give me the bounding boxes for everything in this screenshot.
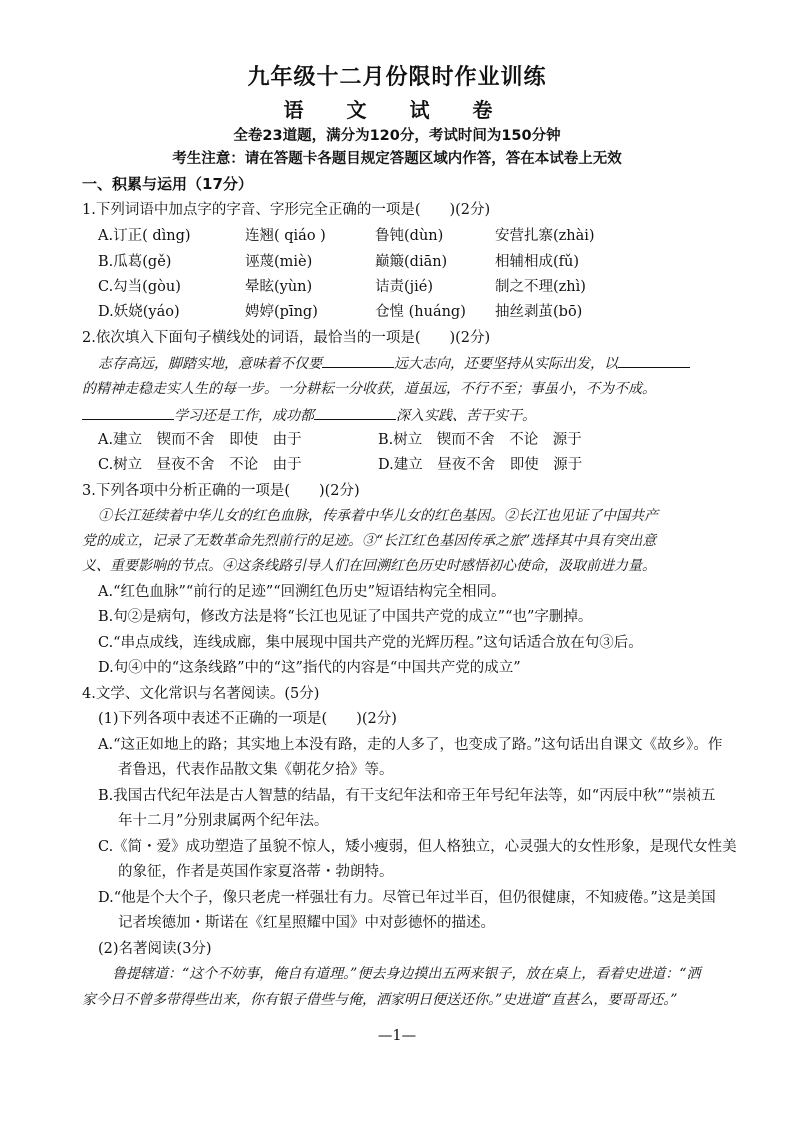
- question-1-stem: 1.下列词语中加点字的字音、字形完全正确的一项是( )(2分): [82, 202, 491, 218]
- answer-blank-2: [618, 353, 690, 368]
- q4-option-c-line-1: C.《简・爱》成功塑造了虽貌不惊人，矮小瘦弱，但人格独立，心灵强大的女性形象，是现代女性美: [98, 839, 737, 855]
- q3-option-b: B.句②是病句，修改方法是将“长江也见证了中国共产党的成立”“也”字删掉。: [98, 609, 593, 625]
- exam-title: 九年级十二月份限时作业训练: [247, 65, 547, 90]
- q3-passage-line-2: 党的成立，记录了无数革命先烈前行的足迹。③“长江红色基因传承之旅”选择其中具有突出意: [82, 533, 657, 549]
- q4-reading-line-2: 家今日不曾多带得些出来，你有银子借些与俺，洒家明日便送还你。”史进道“直甚么，要哥哥还。”: [82, 992, 678, 1008]
- q1-option-d-3: 仓惶 (huáng): [375, 304, 466, 320]
- q1-option-a-3: 鲁钝(dùn): [375, 228, 444, 244]
- section-heading: 一、积累与运用（17分）: [82, 175, 253, 193]
- q1-option-b-4: 相辅相成(fǔ): [495, 254, 580, 270]
- q1-option-c-2: 晕眩(yùn): [245, 279, 313, 295]
- q4-reading-line-1: 鲁提辖道：“这个不妨事，俺自有道理。”便去身边摸出五两来银子，放在桌上，看着史进道：“洒: [112, 966, 701, 982]
- q4-option-a-line-2: 者鲁迅，代表作品散文集《朝花夕拾》等。: [118, 762, 394, 778]
- q3-option-a: A.“红色血脉”“前行的足迹”“回溯红色历史”短语结构完全相同。: [98, 584, 506, 600]
- q2-option-d: D.建立 昼夜不舍 即使 源于: [378, 457, 583, 473]
- q3-passage-line-3: 义、重要影响的节点。④这条线路引导人们在回溯红色历史时感悟初心使命，汲取前进力量。: [82, 558, 656, 574]
- q1-option-d-1: D.妖娆(yáo): [98, 304, 180, 320]
- subject-title: 语 文 试 卷: [283, 98, 511, 122]
- question-4-stem: 4.文学、文化常识与名著阅读。(5分): [82, 686, 320, 702]
- q1-option-a-4: 安营扎寨(zhài): [495, 228, 595, 244]
- q1-option-c-1: C.勾当(gòu): [98, 279, 181, 295]
- q1-option-d-4: 抽丝剥茧(bō): [495, 304, 583, 320]
- exam-notice: 考生注意：请在答题卡各题目规定答题区域内作答，答在本试卷上无效: [172, 151, 622, 167]
- answer-blank-4: [314, 405, 396, 420]
- q4-option-a-line-1: A.“这正如地上的路；其实地上本没有路，走的人多了，也变成了路。”这句话出自课文《故乡》。作: [98, 737, 723, 753]
- q2-passage-1b: 远大志向，还要坚持从实际出发，以: [394, 356, 618, 372]
- q2-option-c: C.树立 昼夜不舍 不论 由于: [98, 457, 302, 473]
- q2-passage-line-1: [98, 353, 690, 374]
- q2-option-a: A.建立 锲而不舍 即使 由于: [98, 432, 302, 448]
- q2-passage-line-3: [82, 405, 536, 426]
- q4-option-b-line-1: B.我国古代纪年法是古人智慧的结晶，有干支纪年法和帝王年号纪年法等，如“丙辰中秋”“崇祯五: [98, 788, 716, 804]
- q1-option-a-1: A.订正( dìng): [98, 228, 191, 244]
- q2-passage-3b: 深入实践、苦干实干。: [396, 408, 536, 424]
- q4-option-c-line-2: 的象征，作者是英国作家夏洛蒂・勃朗特。: [118, 864, 394, 880]
- q1-option-b-3: 巅簸(diān): [375, 254, 448, 270]
- q1-option-c-3: 诘责(jié): [375, 279, 434, 295]
- answer-blank-1: [322, 353, 394, 368]
- q3-option-c: C.“串点成线，连线成廊，集中展现中国共产党的光辉历程。”这句话适合放在句③后。: [98, 635, 643, 651]
- q4-sub1-stem: (1)下列各项中表述不正确的一项是( )(2分): [98, 711, 397, 727]
- page-number: —1—: [377, 1028, 417, 1044]
- q1-option-b-2: 诬蔑(miè): [245, 254, 313, 270]
- q4-option-b-line-2: 年十二月”分别隶属两个纪年法。: [118, 813, 329, 829]
- q4-sub2-stem: (2)名著阅读(3分): [98, 941, 212, 957]
- q2-passage-line-2: 的精神走稳走实人生的每一步。一分耕耘一分收获，道虽远，不行不至；事虽小，不为不成。: [82, 381, 656, 397]
- q3-passage-line-1: ①长江延续着中华儿女的红色血脉，传承着中华儿女的红色基因。②长江也见证了中国共产: [98, 508, 658, 524]
- q1-option-a-2: 连翘( qiáo ): [245, 228, 326, 244]
- q2-passage-3a: 学习还是工作，成功都: [174, 408, 314, 424]
- q2-passage-1a: 志存高远，脚踏实地，意味着不仅要: [98, 356, 322, 372]
- question-3-stem: 3.下列各项中分析正确的一项是( )(2分): [82, 483, 360, 499]
- exam-info: 全卷23道题，满分为120分，考试时间为150分钟: [233, 128, 561, 144]
- q4-option-d-line-2: 记者埃德加・斯诺在《红星照耀中国》中对彭德怀的描述。: [118, 915, 495, 931]
- answer-blank-3: [82, 405, 174, 420]
- q2-option-b: B.树立 锲而不舍 不论 源于: [378, 432, 582, 448]
- question-2-stem: 2.依次填入下面句子横线处的词语，最恰当的一项是( )(2分): [82, 330, 491, 346]
- q1-option-d-2: 娉婷(pīng): [245, 304, 318, 320]
- q1-option-c-4: 制之不理(zhì): [495, 279, 586, 295]
- q1-option-b-1: B.瓜葛(gě): [98, 254, 172, 270]
- q3-option-d: D.句④中的“这条线路”中的“这”指代的内容是“中国共产党的成立”: [98, 660, 521, 676]
- q4-option-d-line-1: D.“他是个大个子，像只老虎一样强壮有力。尽管已年过半百，但仍很健康，不知疲倦。”这是美国: [98, 890, 716, 906]
